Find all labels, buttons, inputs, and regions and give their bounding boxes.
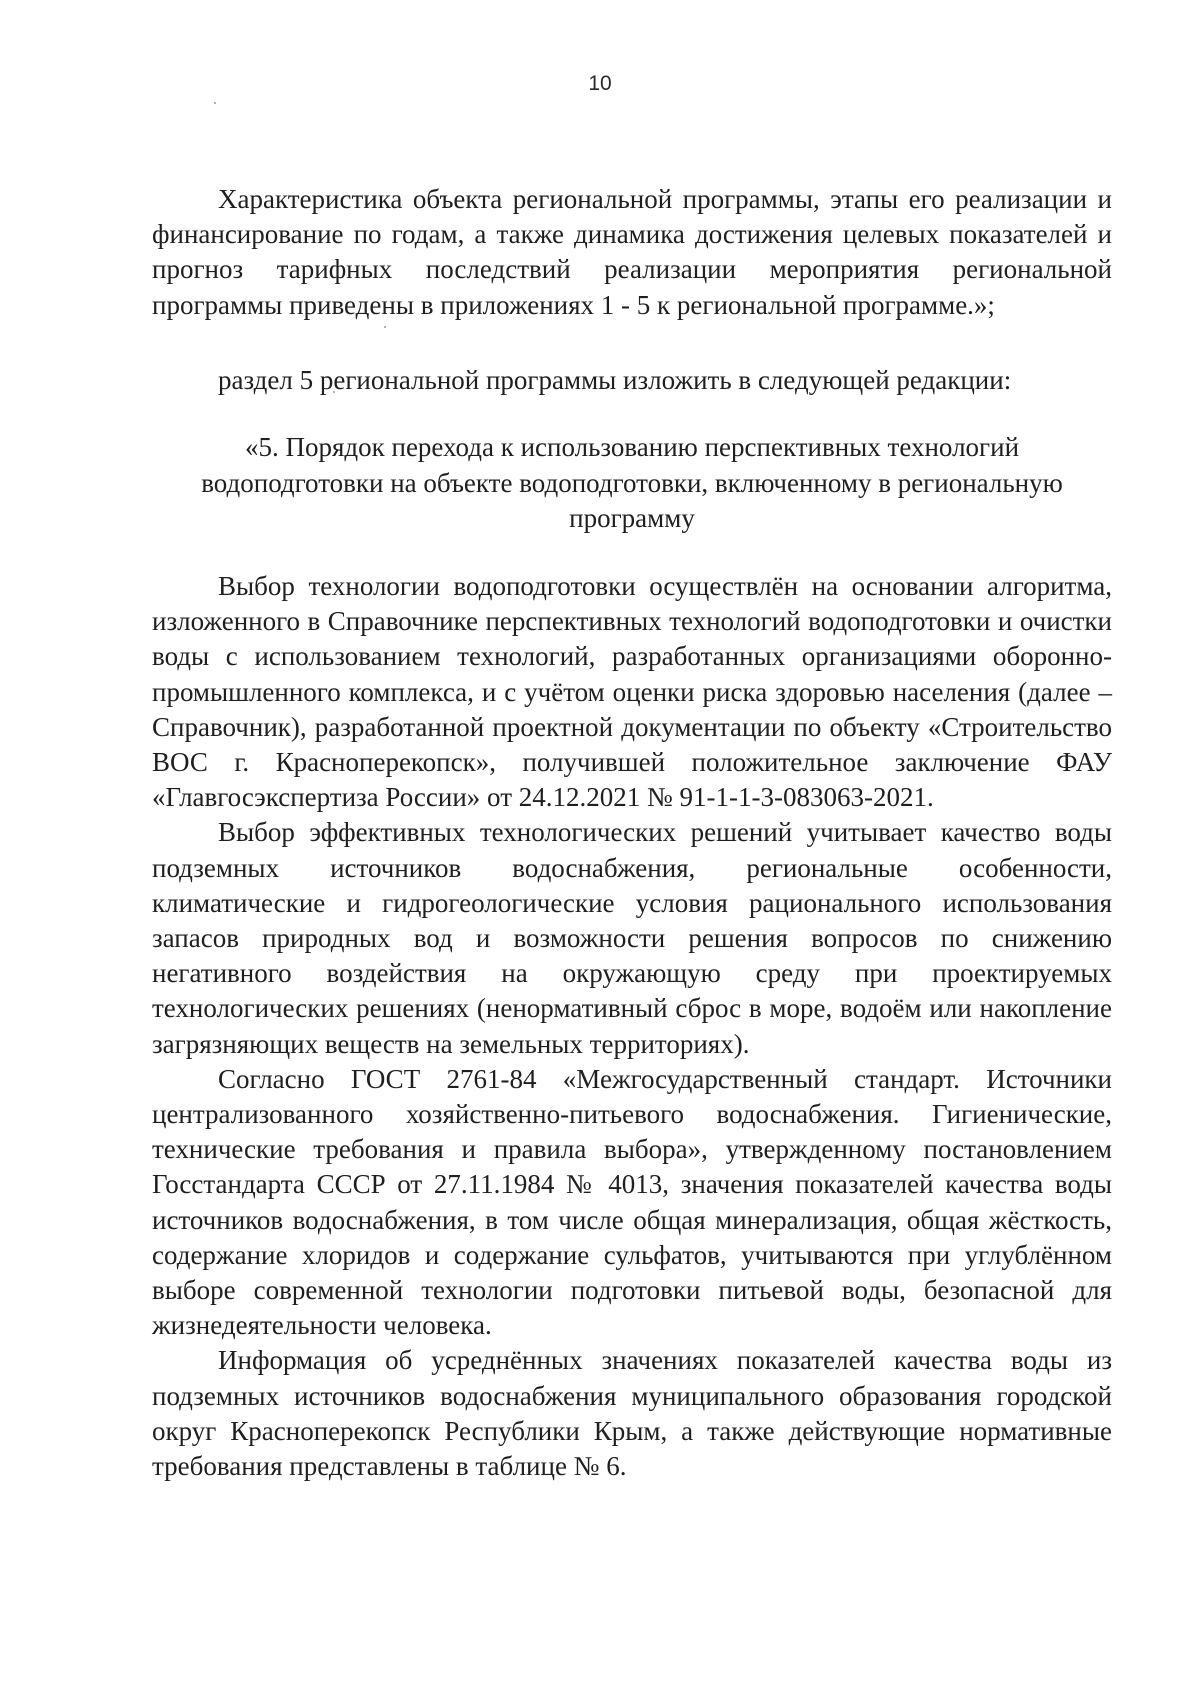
scan-speck <box>214 102 216 104</box>
section-instruction: раздел 5 региональной программы изложить в следующей редакции: <box>218 365 1012 395</box>
body-paragraph: Выбор технологии водоподготовки осуществлён на основании алгоритма, изложенного в Справочнике перспективных технологий водоподготовки и очистки воды с использованием технологий, разработанных организациями оборонно-промышленного комплекса, и с учётом оценки риска здоровью населения (далее – Справочник), разработанной проектной документации по объекту «Строительство ВОС г. Красноперекопск», получившей положительное заключение ФАУ «Главгосэкспертиза России» от 24.12.2021 № 91-1-1-3-083063-2021. <box>152 571 1112 813</box>
body-paragraph: Информация об усреднённых значениях показателей качества воды из подземных источников водоснабжения муниципального образования городской округ Красноперекопск Республики Крым, а также действующие нормативные требования представлены в таблице № 6. <box>152 1345 1112 1482</box>
scan-speck <box>384 326 386 328</box>
page-number: 10 <box>588 72 612 95</box>
intro-section <box>152 182 1112 323</box>
body-section <box>152 569 1112 1484</box>
body-paragraph: Выбор эффективных технологических решений учитывает качество воды подземных источников водоснабжения, региональные особенности, климатические и гидрогеологические условия рационального использования запасов природных вод и возможности решения вопросов по снижению негативного воздействия на окружающую среду при проектируемых технологических решениях (ненормативный сброс в море, водоём или накопление загрязняющих веществ на земельных территориях). <box>152 817 1112 1059</box>
intro-paragraph: Характеристика объекта региональной программы, этапы его реализации и финансирование по годам, а также динамика достижения целевых показателей и прогноз тарифных последствий реализации мероприятия региональной программы приведены в приложениях 1 - 5 к региональной программе.»; <box>152 184 1112 320</box>
section-instruction-block <box>152 363 1112 398</box>
body-paragraph: Согласно ГОСТ 2761-84 «Межгосударственный стандарт. Источники централизованного хозяйственно-питьевого водоснабжения. Гигиенические, технические требования и правила выбора», утвержденному постановлением Госстандарта СССР от 27.11.1984 № 4013, значения показателей качества воды источников водоснабжения, в том числе общая минерализация, общая жёсткость, содержание хлоридов и содержание сульфатов, учитываются при углублённом выборе современной технологии подготовки питьевой воды, безопасной для жизнедеятельности человека. <box>152 1063 1112 1341</box>
section-heading: «5. Порядок перехода к использованию перспективных технологий водоподготовки на объекте водоподготовки, включенному в региональную программу <box>201 432 1063 534</box>
